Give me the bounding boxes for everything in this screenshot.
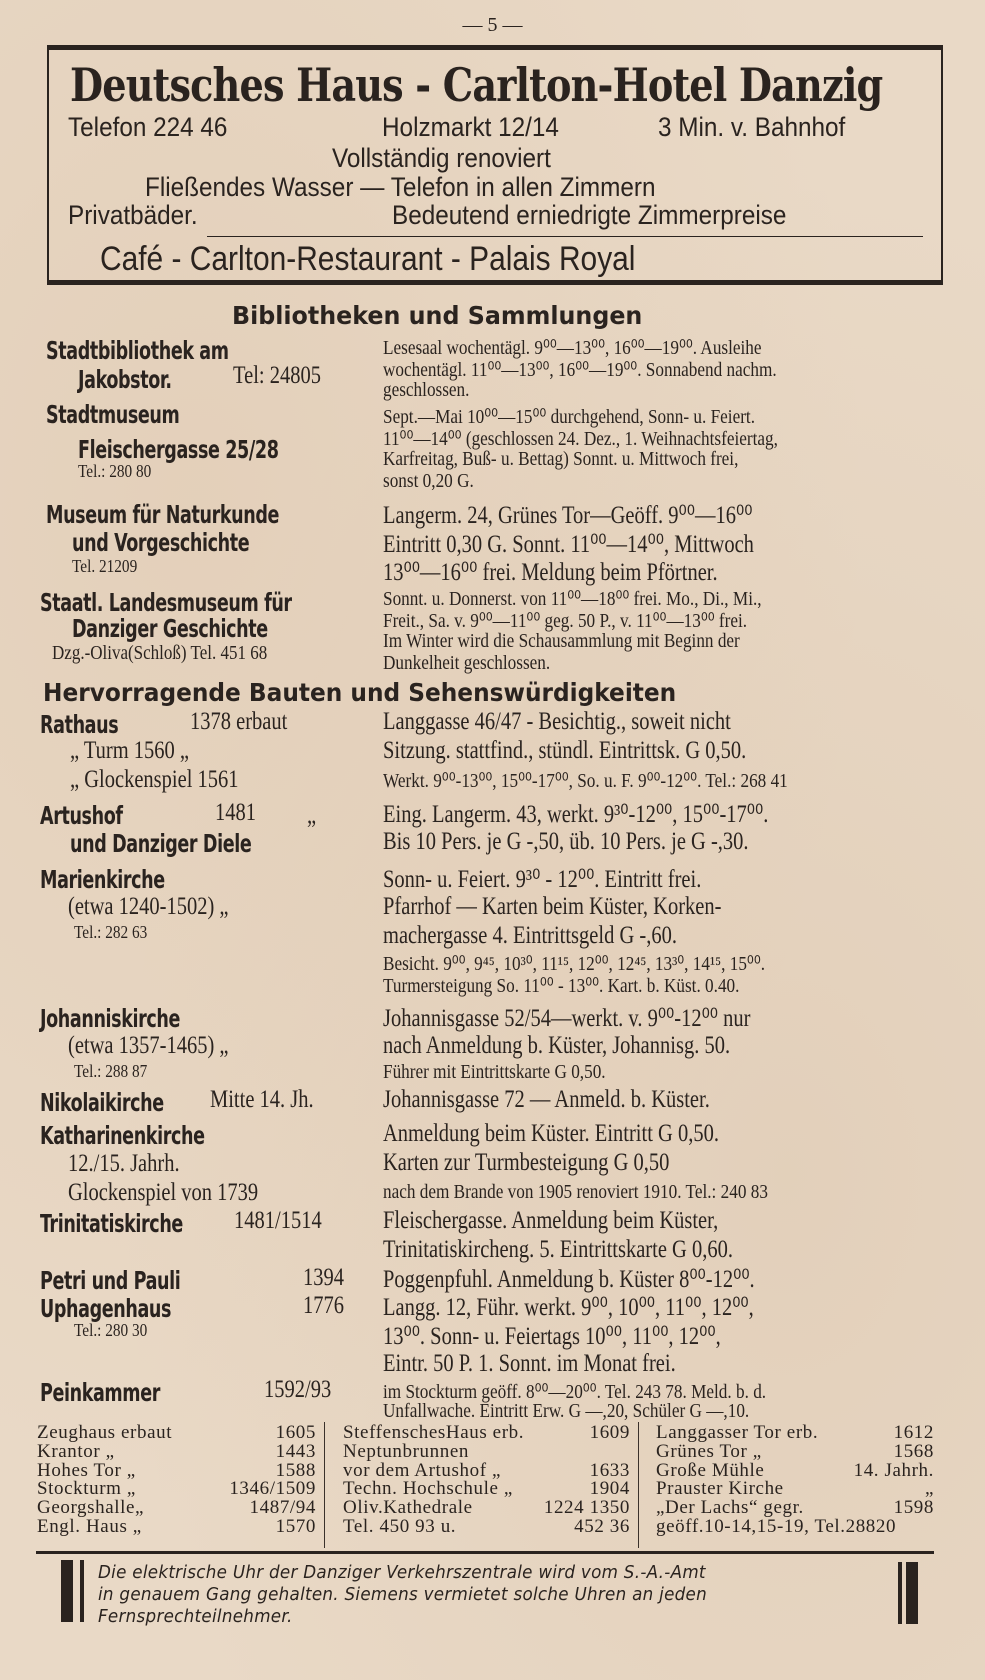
sight-name: Johanniskirche (40, 1004, 181, 1033)
entry-info: Im Winter wird die Schausammlung mit Beginn der (383, 630, 740, 652)
sight-name: Petri und Pauli (40, 1266, 181, 1295)
entry-info: Lesesaal wochentägl. 9⁰⁰—13⁰⁰, 16⁰⁰—19⁰⁰. Ausleihe (383, 337, 762, 359)
sight-info: 13⁰⁰. Sonn- u. Feiertags 10⁰⁰, 11⁰⁰, 12⁰⁰, (383, 1323, 721, 1350)
sight-info: Besicht. 9⁰⁰, 9⁴⁵, 10³⁰, 11¹⁵, 12⁰⁰, 12⁴⁵, 13³⁰, 14¹⁵, 15⁰⁰. (383, 953, 766, 975)
sight-info: Führer mit Eintrittskarte G 0,50. (383, 1061, 606, 1083)
sight-info: Unfallwache. Eintritt Erw. G —,20, Schüler G —,10. (383, 1400, 750, 1422)
entry-info: 13⁰⁰—16⁰⁰ frei. Meldung beim Pförtner. (383, 559, 718, 586)
sight-info: Johannisgasse 72 — Anmeld. b. Küster. (383, 1086, 710, 1113)
page-number: — 5 — (462, 14, 523, 36)
entry-info: sonst 0,20 G. (383, 470, 474, 492)
bottom-table-label: Neptunbrunnen (343, 1440, 469, 1462)
sight-sub: (etwa 1357-1465) „ (68, 1032, 229, 1059)
bottom-table-label: geöff.10-14,15-19, Tel.28820 (656, 1516, 897, 1537)
bottom-table-value: 1570 (275, 1516, 316, 1537)
sight-sub: (etwa 1240-1502) „ (68, 893, 229, 920)
entry-info: Eintritt 0,30 G. Sonnt. 11⁰⁰—14⁰⁰, Mittwoch (383, 531, 754, 558)
entry-info: Dunkelheit geschlossen. (383, 652, 551, 674)
sight-tel: Tel.: 280 30 (74, 1320, 148, 1340)
entry-name: Stadtbibliothek am (46, 336, 229, 365)
bottom-table-label: Techn. Hochschule „ (343, 1478, 513, 1500)
sight-info: nach Anmeldung b. Küster, Johannisg. 50. (383, 1032, 731, 1059)
column-divider (638, 1422, 639, 1548)
sight-info: Eintr. 50 P. 1. Sonnt. im Monat frei. (383, 1350, 676, 1377)
entry-tel: Dzg.-Oliva(Schloß) Tel. 451 68 (52, 642, 268, 664)
decorative-bar (61, 1560, 73, 1622)
sight-info: Trinitatiskircheng. 5. Eintrittskarte G 0,60. (383, 1236, 733, 1263)
bottom-table-label: vor dem Artushof „ (343, 1459, 502, 1481)
bottom-table-label: Oliv.Kathedrale (343, 1497, 473, 1519)
sight-info: Poggenpfuhl. Anmeldung b. Küster 8⁰⁰-12⁰⁰. (383, 1266, 755, 1293)
bottom-table-value: 1633 (589, 1459, 630, 1481)
sight-name: Uphagenhaus (40, 1294, 172, 1323)
bottom-table-label: Grünes Tor „ (656, 1440, 762, 1462)
bottom-table-label: Große Mühle (656, 1459, 765, 1481)
bottom-table-value: 1598 (893, 1497, 934, 1519)
footer-note-line: Fernsprechteilnehmer. (98, 1606, 293, 1627)
bottom-table-label: Tel. 450 93 u. (343, 1516, 457, 1537)
sight-info: Langgasse 46/47 - Besichtig., soweit nicht (383, 708, 731, 735)
sight-info: Fleischergasse. Anmeldung beim Küster, (383, 1207, 719, 1234)
entry-info: wochentägl. 11⁰⁰—13⁰⁰, 16⁰⁰—19⁰⁰. Sonnabend nachm. (383, 359, 777, 381)
sight-year: 1592/93 (264, 1376, 332, 1403)
entry-tel: Tel.: 280 80 (78, 461, 152, 481)
sight-name: Marienkirche (40, 865, 165, 894)
bottom-table-label: Prauster Kirche (656, 1478, 784, 1500)
sight-info: Anmeldung beim Küster. Eintritt G 0,50. (383, 1120, 719, 1147)
entry-name: Staatl. Landesmuseum für (40, 588, 292, 617)
bottom-table-label: Zeughaus erbaut (37, 1422, 173, 1443)
sight-info: Karten zur Turmbesteigung G 0,50 (383, 1149, 670, 1176)
sight-info: Turmersteigung So. 11⁰⁰ - 13⁰⁰. Kart. b. Küst. 0.40. (383, 975, 740, 997)
sight-name: Nikolaikirche (40, 1088, 164, 1117)
sight-name: Peinkammer (40, 1378, 160, 1407)
bottom-table-value: 1443 (275, 1440, 316, 1462)
sight-year: Mitte 14. Jh. (210, 1086, 314, 1113)
bottom-table-label: Langgasser Tor erb. (656, 1422, 819, 1443)
sight-info: Eing. Langerm. 43, werkt. 9³⁰-12⁰⁰, 15⁰⁰-17⁰⁰. (383, 801, 769, 828)
entry-tel: Tel. 21209 (72, 556, 138, 576)
entry-name: Stadtmuseum (46, 400, 180, 429)
entry-info: Langerm. 24, Grünes Tor—Geöff. 9⁰⁰—16⁰⁰ (383, 502, 753, 529)
sight-info: Werkt. 9⁰⁰-13⁰⁰, 15⁰⁰-17⁰⁰, So. u. F. 9⁰⁰-12⁰⁰. Tel.: 268 41 (383, 770, 788, 792)
bottom-table-label: „Der Lachs“ gegr. (656, 1497, 804, 1519)
ad-address: Holzmarkt 12/14 (382, 112, 559, 142)
entry-tel: Tel: 24805 (233, 362, 321, 389)
section-title-libraries: Bibliotheken und Sammlungen (232, 301, 643, 330)
entry-info: Sept.—Mai 10⁰⁰—15⁰⁰ durchgehend, Sonn- u. Feiert. (383, 406, 756, 428)
sight-info: Pfarrhof — Karten beim Küster, Korken- (383, 893, 722, 920)
sight-year: 1776 (303, 1292, 344, 1319)
entry-name: Danziger Geschichte (72, 614, 268, 643)
entry-name: und Vorgeschichte (72, 528, 250, 557)
bottom-table-value: 1904 (589, 1478, 630, 1500)
ad-phone: Telefon 224 46 (68, 112, 228, 142)
ad-divider (207, 236, 923, 237)
sight-info: Bis 10 Pers. je G -,50, üb. 10 Pers. je G -,30. (383, 828, 749, 855)
sight-sub: 12./15. Jahrh. (68, 1150, 180, 1177)
column-divider (324, 1422, 325, 1548)
bottom-table-label: SteffenschesHaus erb. (343, 1422, 525, 1443)
ad-prices: Bedeutend erniedrigte Zimmerpreise (392, 200, 787, 230)
bottom-table-label: Georgshalle„ (37, 1497, 145, 1519)
sight-info: Sitzung. stattfind., stündl. Eintrittsk. G 0,50. (383, 737, 747, 764)
sight-year: 1481/1514 (234, 1207, 322, 1234)
entry-name: Museum für Naturkunde (46, 500, 280, 529)
entry-info: geschlossen. (383, 379, 470, 401)
sight-sub: Glockenspiel von 1739 (68, 1179, 259, 1206)
sight-info: im Stockturm geöff. 8⁰⁰—20⁰⁰. Tel. 243 78. Meld. b. d. (383, 1381, 767, 1403)
ad-distance: 3 Min. v. Bahnhof (658, 112, 846, 142)
sight-info: Johannisgasse 52/54—werkt. v. 9⁰⁰-12⁰⁰ nur (383, 1005, 751, 1032)
bottom-table-value: 1609 (589, 1422, 630, 1443)
sight-name: Rathaus (40, 710, 119, 739)
ad-renovated: Vollständig renoviert (332, 143, 551, 173)
entry-name: Jakobstor. (78, 365, 172, 394)
sight-info: machergasse 4. Eintrittsgeld G -,60. (383, 922, 677, 949)
sight-year: 1481 (215, 799, 256, 826)
entry-info: Sonnt. u. Donnerst. von 11⁰⁰—18⁰⁰ frei. Mo., Di., Mi., (383, 588, 762, 610)
entry-info: Karfreitag, Buß- u. Bettag) Sonnt. u. Mittwoch frei, (383, 448, 739, 470)
ad-title: Deutsches Haus - Carlton-Hotel Danzig (70, 58, 883, 112)
decorative-bar (898, 1562, 902, 1624)
ditto-mark: „ (307, 802, 317, 829)
bottom-table-value: 1346/1509 (229, 1478, 316, 1500)
bottom-table-value: 452 36 (574, 1516, 630, 1537)
ad-venues: Café - Carlton-Restaurant - Palais Royal (100, 240, 636, 278)
ad-amenities: Fließendes Wasser — Telefon in allen Zimmern (145, 172, 656, 202)
sight-sub: „ Glockenspiel 1561 (70, 766, 239, 793)
bottom-table-value: 1612 (893, 1422, 934, 1443)
decorative-bar (80, 1560, 84, 1622)
sight-tel: Tel.: 282 63 (74, 922, 148, 942)
decorative-bar (906, 1562, 918, 1624)
sight-name: Artushof (40, 801, 123, 830)
sight-info: Sonn- u. Feiert. 9³⁰ - 12⁰⁰. Eintritt frei. (383, 866, 702, 893)
bottom-table-label: Engl. Haus „ (37, 1516, 142, 1537)
bottom-table-label: Krantor „ (37, 1440, 115, 1462)
bottom-table-value: 1224 1350 (543, 1497, 630, 1519)
sight-year: 1378 erbaut (190, 708, 288, 735)
bottom-table-value: 1568 (893, 1440, 934, 1462)
sight-sub: und Danziger Diele (70, 829, 252, 858)
sight-sub: „ Turm 1560 „ (70, 737, 190, 764)
bottom-table-value: „ (924, 1478, 934, 1500)
footer-note-line: Die elektrische Uhr der Danziger Verkehrszentrale wird vom S.-A.-Amt (98, 1562, 706, 1583)
entry-name: Fleischergasse 25/28 (78, 435, 279, 464)
bottom-table-label: Hohes Tor „ (37, 1459, 136, 1481)
section-title-sights: Hervorragende Bauten und Sehenswürdigkeiten (43, 678, 677, 707)
sight-name: Trinitatiskirche (40, 1209, 183, 1238)
entry-info: Freit., Sa. v. 9⁰⁰—11⁰⁰ geg. 50 P., v. 11⁰⁰—13⁰⁰ frei. (383, 610, 748, 632)
footer-note-line: in genauem Gang gehalten. Siemens vermietet solche Uhren an jeden (98, 1584, 708, 1605)
bottom-table-value: 1588 (275, 1459, 316, 1481)
entry-info: 11⁰⁰—14⁰⁰ (geschlossen 24. Dez., 1. Weihnachtsfeiertag, (383, 428, 778, 450)
footer-divider (36, 1551, 934, 1554)
ad-private-baths: Privatbäder. (68, 200, 198, 230)
sight-info: nach dem Brande von 1905 renoviert 1910. Tel.: 240 83 (383, 1181, 768, 1203)
sight-info: Langg. 12, Führ. werkt. 9⁰⁰, 10⁰⁰, 11⁰⁰, 12⁰⁰, (383, 1294, 754, 1321)
bottom-table-value: 14. Jahrh. (853, 1459, 934, 1481)
sight-year: 1394 (303, 1264, 344, 1291)
sight-name: Katharinenkirche (40, 1121, 205, 1150)
bottom-table-label: Stockturm „ (37, 1478, 136, 1500)
sight-tel: Tel.: 288 87 (74, 1061, 148, 1081)
bottom-table-value: 1487/94 (249, 1497, 316, 1519)
bottom-table-value: 1605 (275, 1422, 316, 1443)
